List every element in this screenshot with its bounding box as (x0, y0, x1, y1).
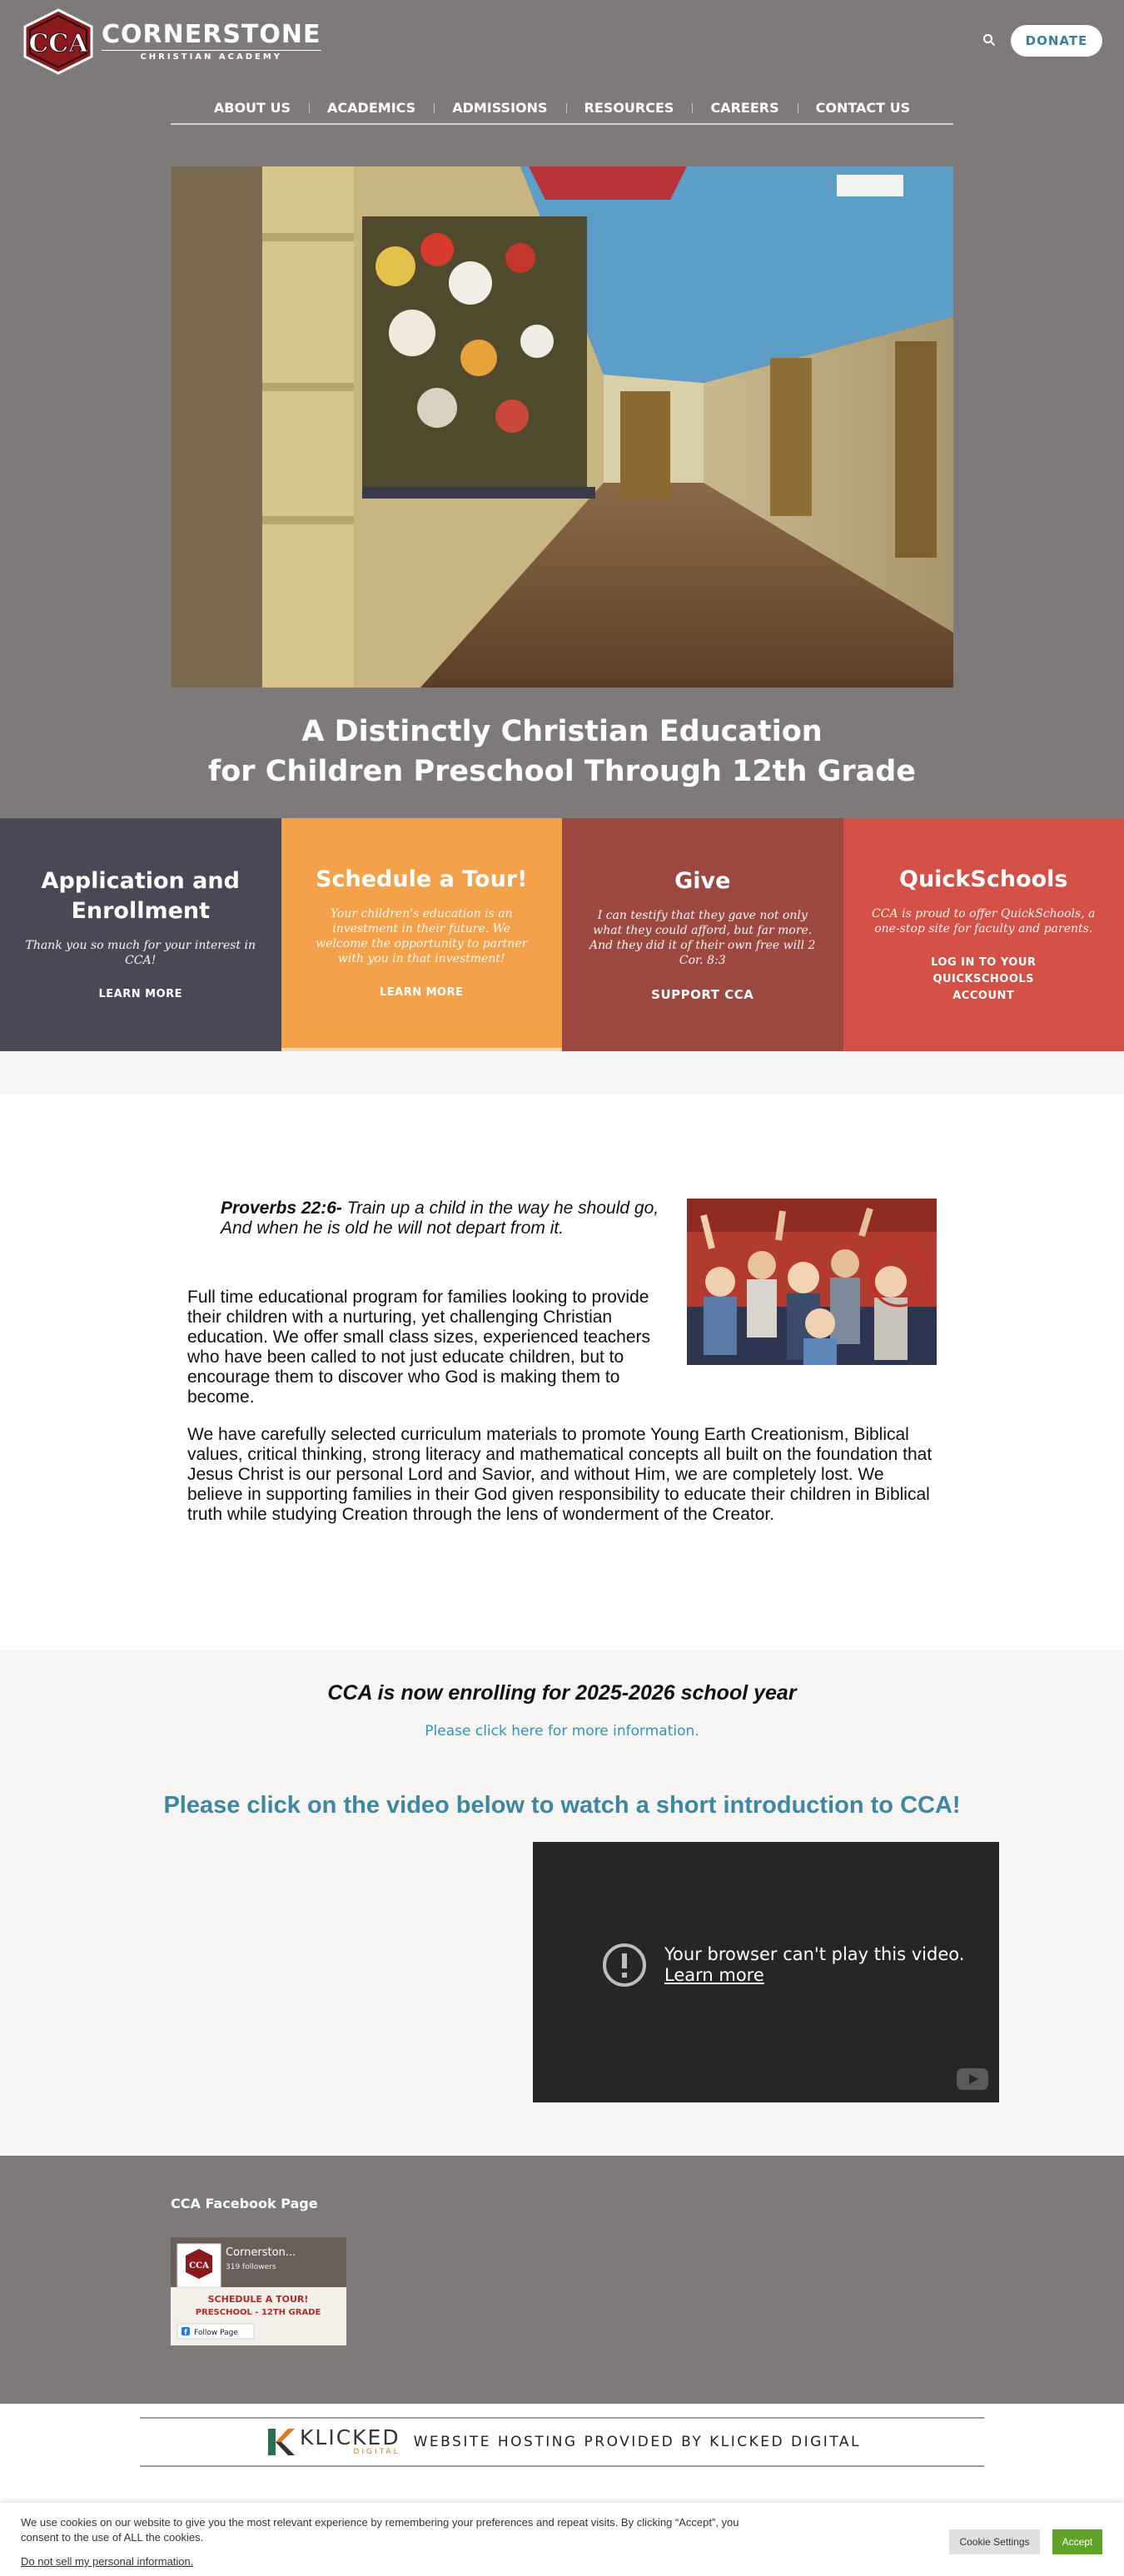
nav-contact-us[interactable]: CONTACT US (798, 100, 929, 116)
svg-text:CCA: CCA (189, 2261, 209, 2271)
learn-more-button[interactable]: LEARN MORE (98, 988, 183, 1000)
facebook-title: CCA Facebook Page (171, 2196, 318, 2211)
fb-follow-button: Follow Page (194, 2329, 238, 2337)
cta-text: Your children's education is an investment in their future. We welcome the opportunity to partner with you in that investment! (316, 907, 528, 965)
klicked-k-icon (263, 2425, 296, 2459)
do-not-sell-link[interactable]: Do not sell my personal information. (21, 2555, 194, 2568)
support-cca-button[interactable]: SUPPORT CCA (651, 987, 754, 1002)
about-paragraph-2: We have carefully selected curriculum materials to promote Young Earth Creationism, Biblical values, critical thinking, strong literacy and mathematical concepts all built on the foundation that Jesus Christ is our personal Lord and Savior, and without Him, we are completely lost. We believe in supporting families in their God given responsibility to educate their children in Biblical truth while studying Creation through the lens of wonderment of the Creator. (187, 1425, 933, 1524)
fb-page-name: Cornerston... (226, 2246, 296, 2259)
hero-image (171, 166, 953, 687)
divider-strip (0, 1051, 1124, 1094)
video-learn-more-link[interactable]: Learn more (664, 1965, 764, 1985)
cta-title: Give (674, 868, 731, 894)
cookie-accept-button[interactable]: Accept (1052, 2529, 1102, 2554)
enrollment-title: CCA is now enrolling for 2025-2026 school year (327, 1681, 797, 1705)
students-photo (687, 1199, 937, 1365)
nav-academics[interactable]: ACADEMICS (309, 100, 434, 116)
klicked-logo (263, 2425, 400, 2459)
logo-name: CORNERSTONE (102, 20, 321, 49)
verse-reference: Proverbs 22:6- (221, 1199, 342, 1218)
cta-text: Thank you so much for your interest in CCA! (25, 939, 256, 967)
facebook-section (0, 2156, 1124, 2404)
video-error-text: Your browser can't play this video. (664, 1944, 965, 1964)
logo-mark-text: CCA (28, 29, 88, 58)
svg-text:f: f (184, 2329, 187, 2337)
cta-text: CCA is proud to offer QuickSchools, a one-stop site for faculty and parents. (872, 907, 1096, 936)
cta-row (0, 818, 1124, 1051)
header-hero-section (0, 0, 1124, 818)
logo-subtitle: CHRISTIAN ACADEMY (102, 50, 321, 62)
cta-give[interactable] (562, 818, 843, 1051)
video-error-message (601, 1942, 964, 1988)
alert-icon (601, 1942, 648, 1988)
hosting-text: WEBSITE HOSTING PROVIDED BY KLICKED DIGITAL (413, 2434, 861, 2450)
enrollment-section (0, 1650, 1124, 2156)
verse-text: Train up a child in the way he should go, And when he is old he will not depart from it. (221, 1199, 659, 1238)
klicked-sub: DIGITAL (353, 2448, 400, 2456)
bible-verse (221, 1199, 670, 1238)
hero-tagline (0, 712, 1124, 792)
logo-text (102, 22, 321, 62)
donate-button[interactable]: DONATE (1011, 25, 1102, 57)
tagline-line2: for Children Preschool Through 12th Grade (208, 755, 916, 788)
nav-about-us[interactable]: ABOUT US (213, 99, 291, 116)
cookie-banner (0, 2503, 1124, 2576)
nav-admissions[interactable]: ADMISSIONS (434, 100, 565, 116)
nav-careers[interactable]: CAREERS (692, 100, 797, 116)
main-nav (171, 92, 953, 125)
cta-quickschools[interactable] (843, 818, 1124, 1051)
footer (0, 2404, 1124, 2504)
students-image (687, 1199, 937, 1365)
cta-text: I can testify that they gave not only what they could afford, but far more. And they did it of their own free will 2 Cor. 8:3 (589, 909, 816, 967)
more-info-link[interactable]: Please click here for more information. (425, 1723, 699, 1740)
video-heading: Please click on the video below to watch a short introduction to CCA! (163, 1792, 961, 1819)
fb-banner-line2: PRESCHOOL - 12TH GRADE (195, 2308, 321, 2317)
quickschools-login-button[interactable]: LOG IN TO YOUR QUICKSCHOOLS ACCOUNT (931, 956, 1037, 1002)
cta-schedule-tour[interactable] (281, 818, 563, 1051)
cta-title: Schedule a Tour! (316, 866, 528, 892)
youtube-icon[interactable] (956, 2067, 989, 2091)
cta-title: Application and Enrollment (41, 868, 240, 924)
about-paragraph-1: Full time educational program for families looking to provide their children with a nurturing, yet challenging Christian education. We offer small class sizes, experienced teachers who have been called to not just educate children, but to encourage them to discover who God is making them to become. (187, 1288, 650, 1407)
facebook-page-widget[interactable] (171, 2237, 346, 2345)
cookie-settings-button[interactable]: Cookie Settings (949, 2529, 1040, 2554)
facebook-widget-graphic (171, 2237, 346, 2345)
cta-title: QuickSchools (899, 866, 1068, 892)
hosting-credit[interactable] (140, 2417, 984, 2467)
learn-more-button[interactable]: LEARN MORE (379, 986, 464, 999)
search-icon[interactable] (982, 33, 996, 47)
site-logo[interactable] (20, 8, 321, 75)
intro-video-player[interactable] (533, 1842, 999, 2102)
fb-followers: 319 followers (226, 2263, 276, 2271)
fb-banner-line1: SCHEDULE A TOUR! (207, 2294, 309, 2305)
hallway-photo (171, 166, 953, 687)
cta-application[interactable] (0, 818, 281, 1051)
klicked-name: KLICKED (300, 2425, 400, 2449)
tagline-line1: A Distinctly Christian Education (301, 715, 823, 748)
cca-logo-icon (20, 8, 97, 75)
nav-resources[interactable]: RESOURCES (566, 100, 693, 116)
cookie-text: We use cookies on our website to give you the most relevant experience by remembering your preferences and repeat visits. By clicking “Accept”, you consent to the use of ALL the cookies. (21, 2516, 739, 2544)
